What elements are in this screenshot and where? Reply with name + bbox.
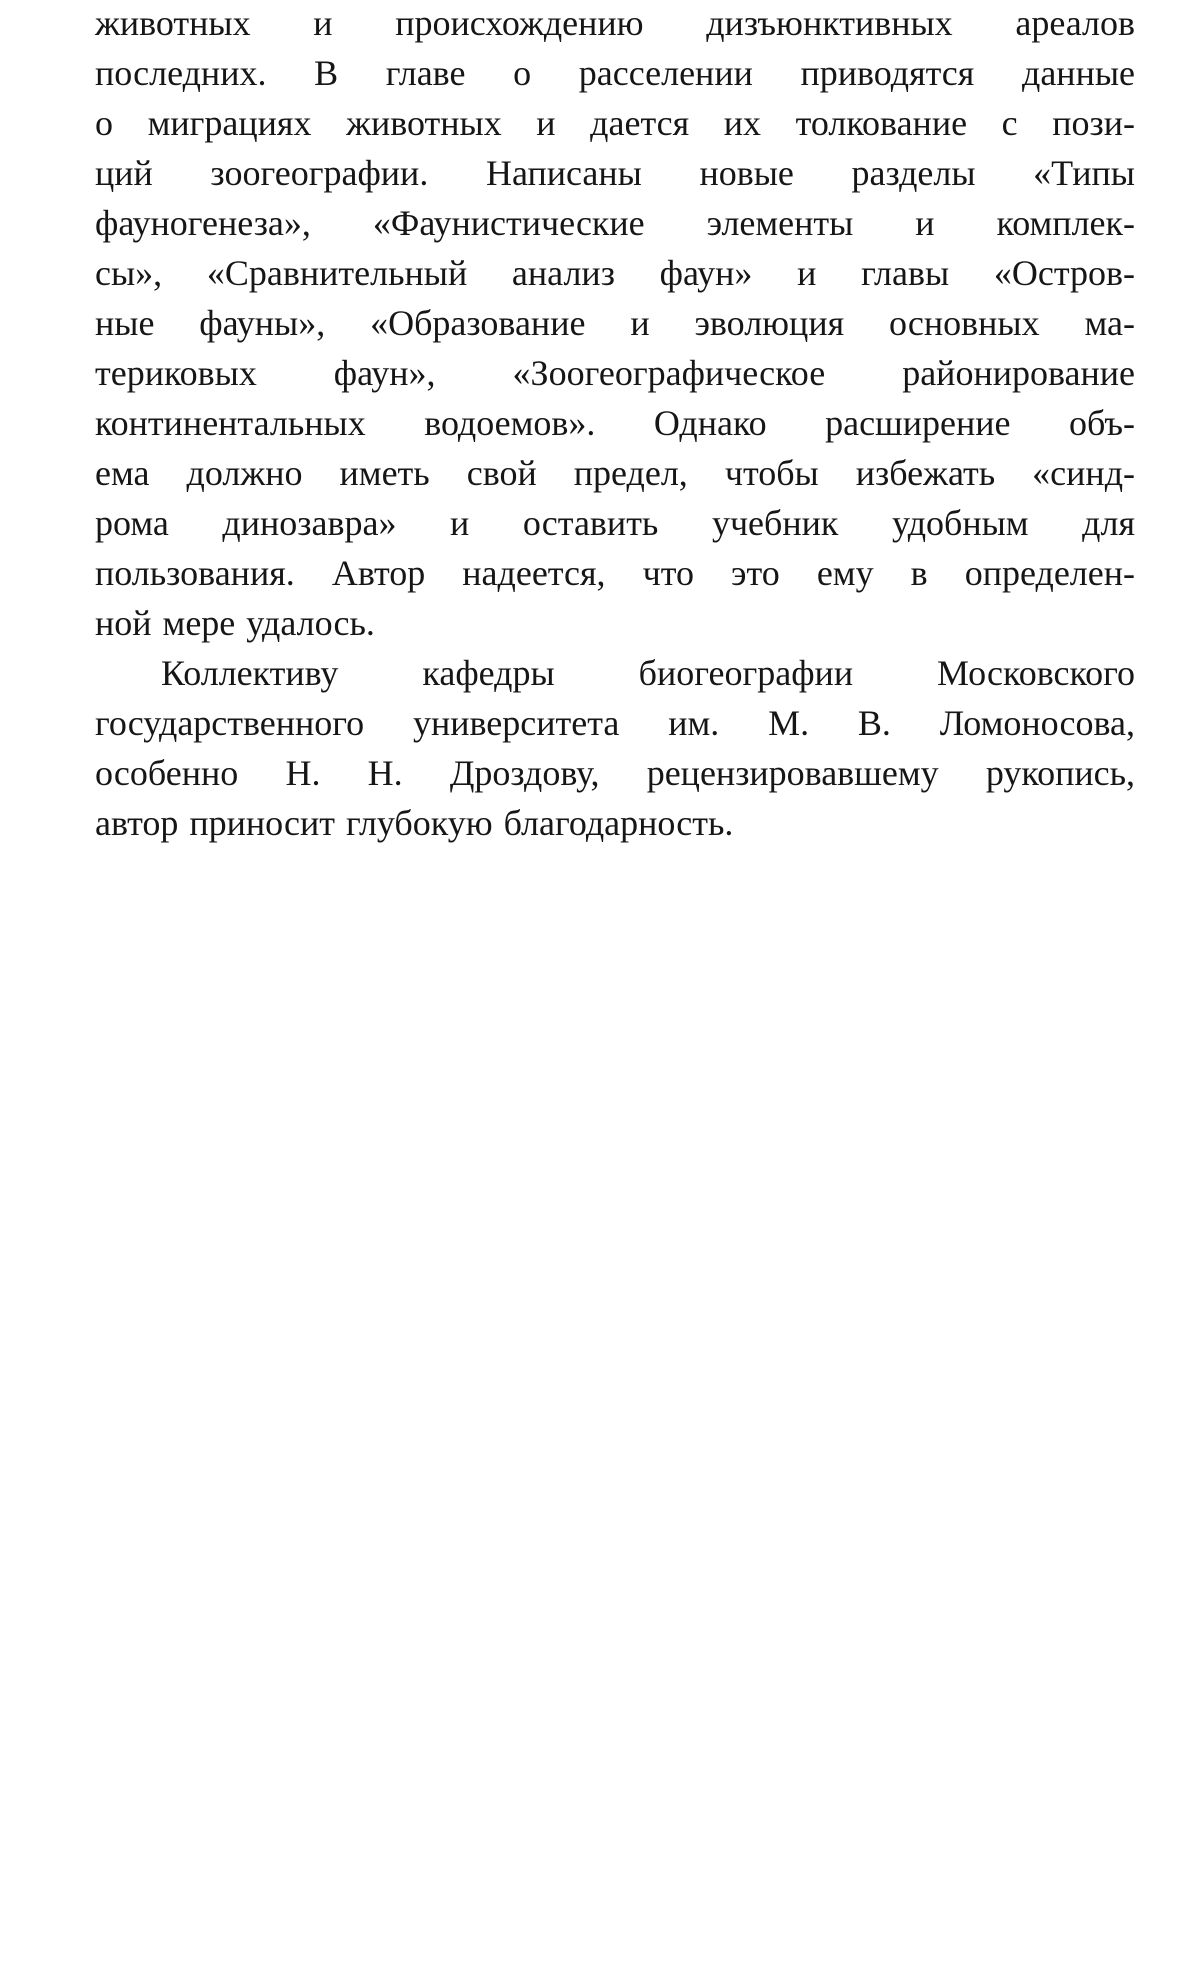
text-line: особенно Н. Н. Дроздову, рецензировавшему рукопись, (95, 753, 1135, 793)
text-line: Коллективу кафедры биогеографии Московского (161, 653, 1135, 693)
text-line: сы», «Сравнительный анализ фаун» и главы «Остров- (95, 253, 1135, 293)
text-line: последних. В главе о расселении приводятся данные (95, 53, 1135, 93)
paragraph-1 (95, 0, 1135, 648)
text-line: рома динозавра» и оставить учебник удобным для (95, 503, 1135, 543)
text-line: государственного университета им. М. В. Ломоносова, (95, 703, 1135, 743)
text-line: о миграциях животных и дается их толкование с пози- (95, 103, 1135, 143)
text-line: ной мере удалось. (95, 603, 375, 643)
text-line: ные фауны», «Образование и эволюция основных ма- (95, 303, 1135, 343)
page-text (95, 0, 1135, 848)
text-line: териковых фаун», «Зоогеографическое районирование (95, 353, 1135, 393)
text-line: ема должно иметь свой предел, чтобы избежать «синд- (95, 453, 1135, 493)
text-line: континентальных водоемов». Однако расширение объ- (95, 403, 1135, 443)
text-line: ций зоогеографии. Написаны новые разделы «Типы (95, 153, 1135, 193)
text-line: пользования. Автор надеется, что это ему в определен- (95, 553, 1135, 593)
text-line: животных и происхождению дизъюнктивных ареалов (95, 3, 1135, 43)
text-line: фауногенеза», «Фаунистические элементы и комплек- (95, 203, 1135, 243)
paragraph-2 (95, 648, 1135, 848)
text-line: автор приносит глубокую благодарность. (95, 803, 734, 843)
